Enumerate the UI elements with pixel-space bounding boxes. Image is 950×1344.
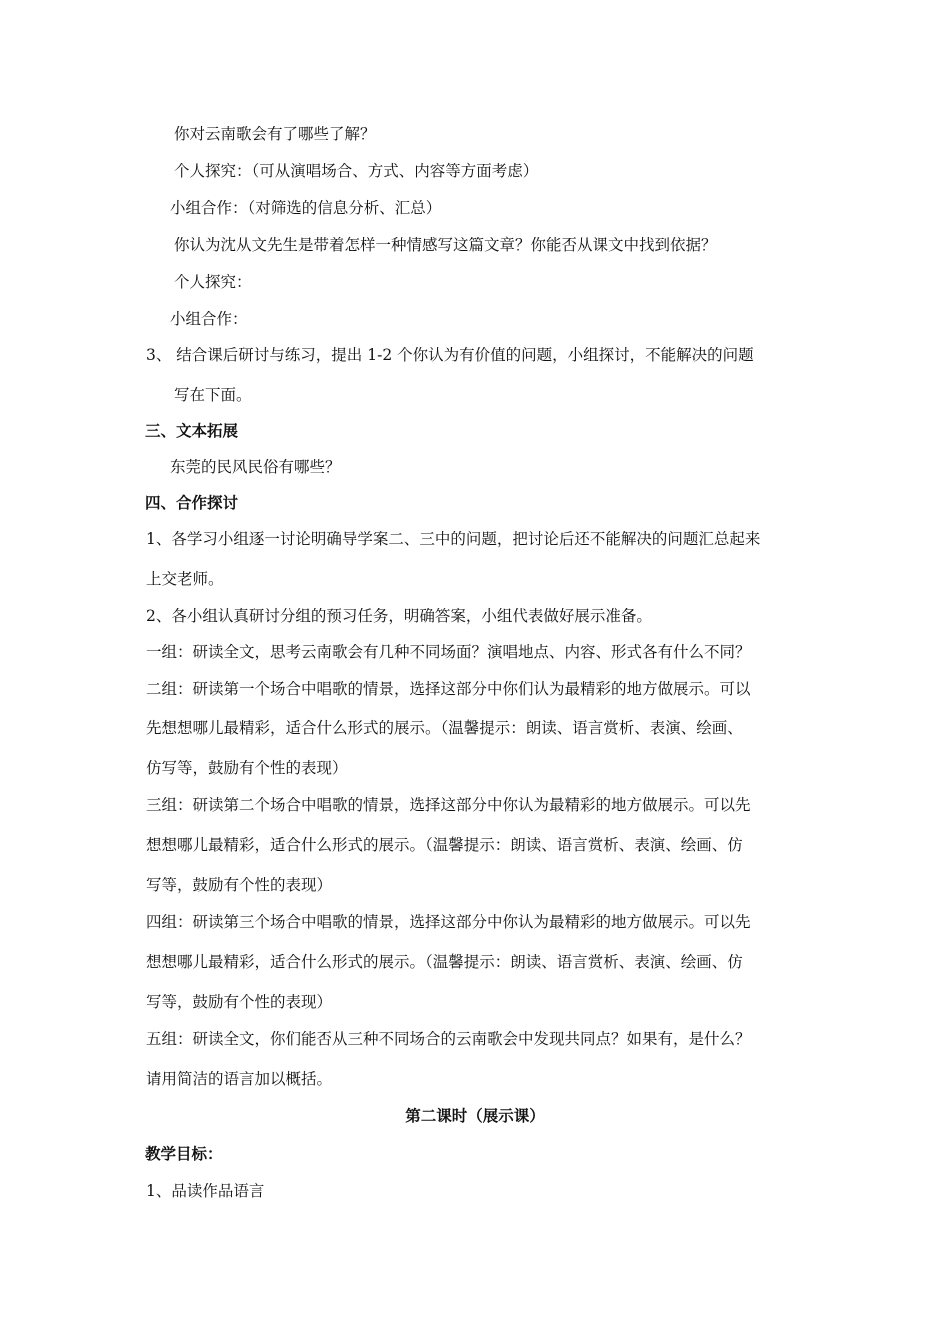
question-author-emotion: 你认为沈从文先生是带着怎样一种情感写这篇文章？你能否从课文中找到依据？ [174,236,717,254]
second-lesson-title: 第二课时（展示课） [405,1107,545,1125]
group-2-line-2: 先想想哪儿最精彩，适合什么形式的展示。（温馨提示：朗读、语言赏析、表演、绘画、 [146,719,743,737]
task-1-line-2: 上交老师。 [146,570,224,588]
dongguan-customs-question: 东莞的民风民俗有哪些？ [170,458,341,476]
personal-inquiry-1: 个人探究：（可从演唱场合、方式、内容等方面考虑） [174,162,539,180]
group-cooperation-2: 小组合作： [170,310,248,328]
group-5-line-2: 请用简洁的语言加以概括。 [146,1070,333,1088]
item-3-line-1: 3、 结合课后研讨与练习，提出 1-2 个你认为有价值的问题，小组探讨，不能解决的问题 [146,346,754,364]
teaching-goals-heading: 教学目标： [145,1145,223,1163]
section-heading-3: 三、文本拓展 [145,422,239,440]
goal-1: 1、品读作品语言 [146,1182,265,1200]
group-2-line-3: 仿写等，鼓励有个性的表现） [146,759,348,777]
group-1-task: 一组：研读全文，思考云南歌会有几种不同场面？演唱地点、内容、形式各有什么不同？ [146,643,751,661]
group-3-line-2: 想想哪儿最精彩，适合什么形式的展示。（温馨提示：朗读、语言赏析、表演、绘画、仿 [146,836,743,854]
group-2-line-1: 二组：研读第一个场合中唱歌的情景，选择这部分中你们认为最精彩的地方做展示。可以 [146,680,751,698]
personal-inquiry-2: 个人探究： [174,273,252,291]
group-3-line-3: 写等，鼓励有个性的表现） [146,876,333,894]
group-4-line-3: 写等，鼓励有个性的表现） [146,993,333,1011]
group-cooperation-1: 小组合作：（对筛选的信息分析、汇总） [170,199,442,217]
item-3-line-2: 写在下面。 [174,386,252,404]
task-2: 2、各小组认真研讨分组的预习任务，明确答案，小组代表做好展示准备。 [146,607,652,625]
question-yunnan-understanding: 你对云南歌会有了哪些了解？ [174,125,376,143]
task-1-line-1: 1、各学习小组逐一讨论明确导学案二、三中的问题，把讨论后还不能解决的问题汇总起来 [146,530,761,548]
group-5-line-1: 五组：研读全文，你们能否从三种不同场合的云南歌会中发现共同点？如果有，是什么？ [146,1030,751,1048]
group-4-line-2: 想想哪儿最精彩，适合什么形式的展示。（温馨提示：朗读、语言赏析、表演、绘画、仿 [146,953,743,971]
section-heading-4: 四、合作探讨 [145,494,239,512]
group-3-line-1: 三组：研读第二个场合中唱歌的情景，选择这部分中你认为最精彩的地方做展示。可以先 [146,796,751,814]
group-4-line-1: 四组：研读第三个场合中唱歌的情景，选择这部分中你认为最精彩的地方做展示。可以先 [146,913,751,931]
